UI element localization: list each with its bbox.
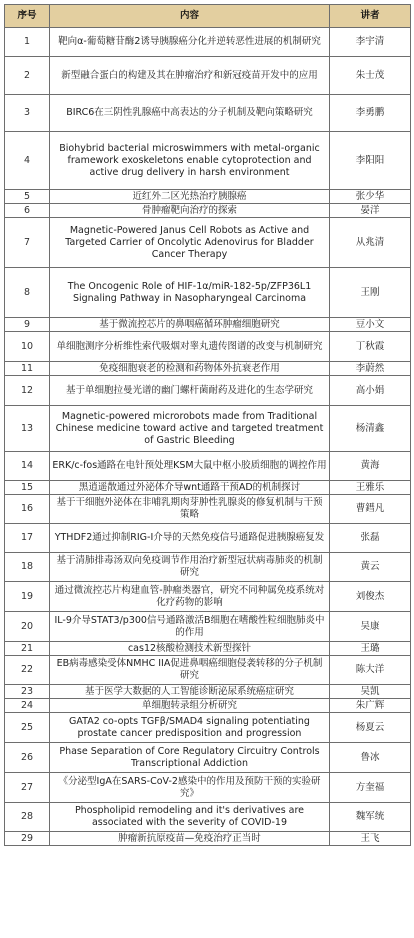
table-row (5, 713, 411, 743)
table-row (5, 318, 411, 332)
row-content: 单细胞测序分析维性索代吸烟对睾丸遗传图谱的改变与机制研究 (50, 332, 330, 362)
row-speaker: 李勇鹏 (330, 95, 411, 132)
row-speaker: 杨清鑫 (330, 406, 411, 452)
table-row (5, 642, 411, 656)
table-row (5, 685, 411, 699)
row-speaker: 黄海 (330, 452, 411, 481)
row-speaker: 鲁冰 (330, 743, 411, 773)
row-content: 骨肿瘤靶向治疗的探索 (50, 204, 330, 218)
row-speaker: 刘俊杰 (330, 582, 411, 612)
header-number: 序号 (5, 5, 50, 28)
header-row (5, 5, 411, 28)
row-number: 16 (5, 495, 50, 524)
row-speaker: 晏洋 (330, 204, 411, 218)
row-number: 4 (5, 132, 50, 190)
table-row (5, 699, 411, 713)
row-content: 近红外二区光热治疗胰腺癌 (50, 190, 330, 204)
row-speaker: 李宇清 (330, 28, 411, 57)
row-number: 23 (5, 685, 50, 699)
row-speaker: 魏军统 (330, 803, 411, 832)
table-row (5, 268, 411, 318)
row-content: 单细胞转录组分析研究 (50, 699, 330, 713)
row-content: 《分泌型IgA在SARS-CoV-2感染中的作用及预防干预的实验研究》 (50, 773, 330, 803)
row-speaker: 朱广辉 (330, 699, 411, 713)
row-number: 12 (5, 376, 50, 406)
row-content: Phospholipid remodeling and it's derivatives are associated with the severity of COVID-19 (50, 803, 330, 832)
row-speaker: 吴凯 (330, 685, 411, 699)
row-speaker: 王璐 (330, 642, 411, 656)
row-number: 9 (5, 318, 50, 332)
row-content: IL-9介导STAT3/p300信号通路激活B细胞在嗜酸性粒细胞肺炎中的作用 (50, 612, 330, 642)
row-number: 25 (5, 713, 50, 743)
row-number: 13 (5, 406, 50, 452)
row-number: 19 (5, 582, 50, 612)
row-number: 2 (5, 57, 50, 95)
row-content: Phase Separation of Core Regulatory Circuitry Controls Transcriptional Addiction (50, 743, 330, 773)
row-speaker: 王雅乐 (330, 481, 411, 495)
row-number: 8 (5, 268, 50, 318)
row-content: Biohybrid bacterial microswimmers with metal-organic framework exoskeletons enable cytoprotection and active drug delivery in harsh environment (50, 132, 330, 190)
row-speaker: 张少华 (330, 190, 411, 204)
header-speaker: 讲者 (330, 5, 411, 28)
row-number: 29 (5, 832, 50, 846)
row-number: 5 (5, 190, 50, 204)
row-content: ERK/c-fos通路在电针预处理KSM大鼠中枢小胶质细胞的调控作用 (50, 452, 330, 481)
row-number: 18 (5, 553, 50, 582)
row-speaker: 豆小文 (330, 318, 411, 332)
row-number: 10 (5, 332, 50, 362)
row-number: 28 (5, 803, 50, 832)
row-content: cas12核酸检测技术新型探针 (50, 642, 330, 656)
row-number: 22 (5, 656, 50, 685)
row-number: 24 (5, 699, 50, 713)
row-speaker: 杨夏云 (330, 713, 411, 743)
table-body (5, 28, 411, 846)
row-speaker: 王刚 (330, 268, 411, 318)
row-speaker: 高小娟 (330, 376, 411, 406)
row-content: Magnetic-powered microrobots made from Traditional Chinese medicine toward active and targeted treatment of Gastric Bleeding (50, 406, 330, 452)
table-row (5, 95, 411, 132)
table-header (5, 5, 411, 28)
table-row (5, 582, 411, 612)
row-speaker: 吴康 (330, 612, 411, 642)
schedule-table (4, 4, 411, 846)
row-number: 26 (5, 743, 50, 773)
table-row (5, 803, 411, 832)
row-speaker: 陈大洋 (330, 656, 411, 685)
table-row (5, 376, 411, 406)
table-row (5, 362, 411, 376)
table-row (5, 773, 411, 803)
row-content: Magnetic-Powered Janus Cell Robots as Active and Targeted Carrier of Oncolytic Adenovirus for Bladder Cancer Therapy (50, 218, 330, 268)
row-speaker: 李阳阳 (330, 132, 411, 190)
table-row (5, 204, 411, 218)
header-content: 内容 (50, 5, 330, 28)
row-content: 基于医学大数据的人工智能诊断泌尿系统癌症研究 (50, 685, 330, 699)
row-content: The Oncogenic Role of HIF-1α/miR-182-5p/ZFP36L1 Signaling Pathway in Nasopharyngeal Carcinoma (50, 268, 330, 318)
row-number: 15 (5, 481, 50, 495)
table-row (5, 28, 411, 57)
row-speaker: 王飞 (330, 832, 411, 846)
row-number: 11 (5, 362, 50, 376)
row-speaker: 李蔚然 (330, 362, 411, 376)
row-content: 基于微流控芯片的鼻咽癌循环肿瘤细胞研究 (50, 318, 330, 332)
row-content: 肿瘤新抗原疫苗—免疫治疗正当时 (50, 832, 330, 846)
row-number: 27 (5, 773, 50, 803)
table-row (5, 332, 411, 362)
row-speaker: 张磊 (330, 524, 411, 553)
table-row (5, 481, 411, 495)
row-content: YTHDF2通过抑制RIG-I介导的天然免疫信号通路促进胰腺癌复发 (50, 524, 330, 553)
row-content: 靶向α-葡萄糖苷酶2诱导胰腺癌分化并逆转恶性进展的机制研究 (50, 28, 330, 57)
row-number: 3 (5, 95, 50, 132)
row-content: EB病毒感染受体NMHC IIA促进鼻咽癌细胞侵袭转移的分子机制研究 (50, 656, 330, 685)
row-number: 20 (5, 612, 50, 642)
row-content: GATA2 co-opts TGFβ/SMAD4 signaling potentiating prostate cancer predisposition and progression (50, 713, 330, 743)
row-number: 17 (5, 524, 50, 553)
row-speaker: 丁秋霞 (330, 332, 411, 362)
row-speaker: 从兆清 (330, 218, 411, 268)
row-content: 基于干细胞外泌体在非哺乳期肉芽肿性乳腺炎的修复机制与干预策略 (50, 495, 330, 524)
row-speaker: 方奎福 (330, 773, 411, 803)
row-content: 免疫细胞衰老的检测和药物体外抗衰老作用 (50, 362, 330, 376)
row-speaker: 朱士茂 (330, 57, 411, 95)
table-row (5, 218, 411, 268)
table-row (5, 832, 411, 846)
row-content: 新型融合蛋白的构建及其在肿瘤治疗和新冠疫苗开发中的应用 (50, 57, 330, 95)
row-speaker: 曹鏏凡 (330, 495, 411, 524)
table-row (5, 743, 411, 773)
table-row (5, 452, 411, 481)
table-row (5, 524, 411, 553)
table-row (5, 132, 411, 190)
row-content: 黑逍遥散通过外泌体介导wnt通路干预AD的机制探讨 (50, 481, 330, 495)
table-row (5, 190, 411, 204)
row-number: 6 (5, 204, 50, 218)
row-speaker: 黄云 (330, 553, 411, 582)
row-content: 通过微流控芯片构建血管-肿瘤类器官，研究不同种属免疫系统对化疗药物的影响 (50, 582, 330, 612)
table-row (5, 553, 411, 582)
row-number: 1 (5, 28, 50, 57)
row-number: 7 (5, 218, 50, 268)
row-content: BIRC6在三阴性乳腺癌中高表达的分子机制及靶向策略研究 (50, 95, 330, 132)
table-row (5, 612, 411, 642)
table-row (5, 495, 411, 524)
table-row (5, 57, 411, 95)
table-row (5, 656, 411, 685)
row-number: 14 (5, 452, 50, 481)
table-row (5, 406, 411, 452)
row-content: 基于清肺排毒汤双向免疫调节作用治疗新型冠状病毒肺炎的机制研究 (50, 553, 330, 582)
row-content: 基于单细胞拉曼光谱的幽门螺杆菌耐药及进化的生态学研究 (50, 376, 330, 406)
row-number: 21 (5, 642, 50, 656)
